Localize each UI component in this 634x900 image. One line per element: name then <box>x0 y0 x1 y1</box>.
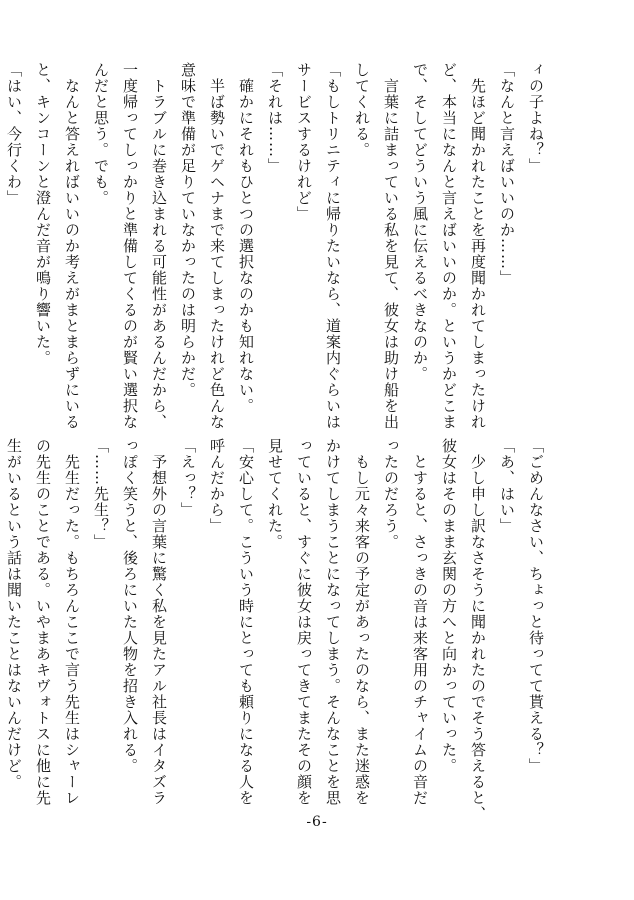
text-line: 少し申し訳なさそうに聞かれたのでそう答えると、 <box>469 438 487 822</box>
text-line: かけてしまうことになってしまう。そんなことを思 <box>324 438 342 806</box>
text-block-top <box>5 62 550 430</box>
text-line: 彼女はそのまま玄関の方へと向かっていった。 <box>440 438 458 774</box>
text-line: 意味で準備が足りていなかったのは明らかだ。 <box>179 62 197 398</box>
text-line: とすると、さっきの音は来客用のチャイムの音だ <box>411 438 429 806</box>
text-line: 「あ、はい」 <box>498 438 516 534</box>
text-line: 「なんと言えばいいのか……」 <box>498 62 516 286</box>
text-line: ど、本当になんと言えばいいのか。というかどこま <box>440 62 458 430</box>
text-line: と、キンコーンと澄んだ音が鳴り響いた。 <box>34 62 52 366</box>
text-line: 一度帰ってしっかりと準備してくるのが賢い選択な <box>121 62 139 430</box>
text-block-bottom <box>5 438 550 822</box>
text-line: 先生だった。もちろんここで言う先生はシャーレ <box>63 438 81 806</box>
text-line: 見せてくれた。 <box>266 438 284 550</box>
text-line: 半ば勢いでゲヘナまで来てしまったけれど色んな <box>208 62 226 430</box>
text-line: もし元々来客の予定があったのなら、また迷惑を <box>353 438 371 806</box>
text-line: 「……先生？」 <box>92 438 110 550</box>
text-line: なんと答えればいいのか考えがまとまらずにいる <box>63 62 81 430</box>
text-line: 「ごめんなさい、ちょっと待ってて貰える？」 <box>527 438 545 774</box>
text-line: 「はい、今行くわ」 <box>5 62 23 206</box>
text-line: の先生のことである。いやまあキヴォトスに他に先 <box>34 438 52 806</box>
text-line: 「安心して。こういう時にとっても頼りになる人を <box>237 438 255 806</box>
text-line: 生がいるという話は聞いたことはないんだけど。 <box>5 438 23 790</box>
text-line: んだと思う。でも。 <box>92 62 110 206</box>
text-line: 「もしトリニティに帰りたいなら、道案内ぐらいは <box>324 62 342 430</box>
text-line: 確かにそれもひとつの選択なのかも知れない。 <box>237 62 255 414</box>
text-line: 呼んだから」 <box>208 438 226 534</box>
text-line: 「それは……」 <box>266 62 284 174</box>
text-line: サービスするけれど」 <box>295 62 313 222</box>
text-line: で、そしてどういう風に伝えるべきなのか。 <box>411 62 429 382</box>
page-number: -6- <box>306 814 328 830</box>
text-line: 予想外の言葉に驚く私を見たアル社長はイタズラ <box>150 438 168 806</box>
text-line: ィの子よね？」 <box>527 62 545 174</box>
text-line: 「えっ？」 <box>179 438 197 518</box>
text-line: トラブルに巻き込まれる可能性があるんだから、 <box>150 62 168 430</box>
text-line: ったのだろう。 <box>382 438 400 550</box>
text-line: っぽく笑うと、後ろにいた人物を招き入れる。 <box>121 438 139 774</box>
text-line: 言葉に詰まっている私を見て、彼女は助け船を出 <box>382 62 400 430</box>
text-line: 先ほど聞かれたことを再度聞かれてしまったけれ <box>469 62 487 430</box>
text-line: っていると、すぐに彼女は戻ってきてまたその顔を <box>295 438 313 806</box>
text-line: してくれる。 <box>353 62 371 158</box>
